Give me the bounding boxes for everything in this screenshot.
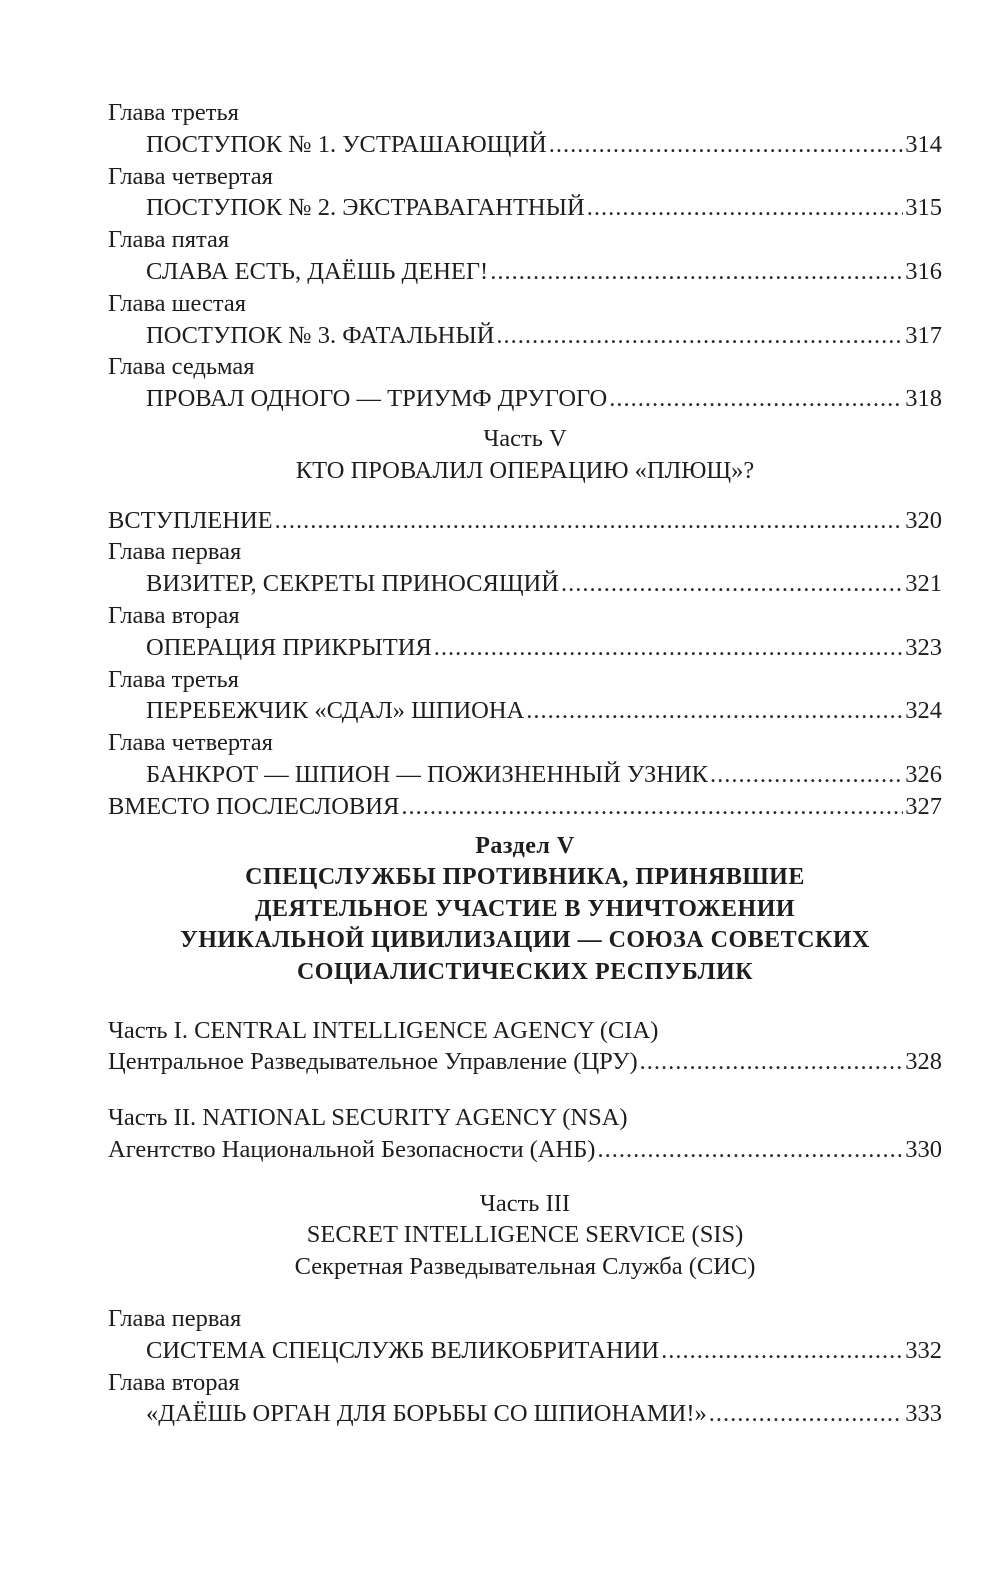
section-title-line: СОЦИАЛИСТИЧЕСКИХ РЕСПУБЛИК <box>296 958 754 985</box>
dot-leader <box>710 759 903 791</box>
chapter-label: Глава третья <box>108 665 239 693</box>
dot-leader <box>661 1335 903 1367</box>
entry-title: «ДАЁШЬ ОРГАН ДЛЯ БОРЬБЫ СО ШПИОНАМИ!» <box>146 1400 707 1428</box>
chapter-label: Глава первая <box>108 1305 242 1333</box>
dot-leader <box>597 1134 903 1166</box>
toc-entry <box>108 129 942 161</box>
page-number: 314 <box>905 130 942 158</box>
entry-title: ОПЕРАЦИЯ ПРИКРЫТИЯ <box>146 633 432 661</box>
page-number: 318 <box>905 385 942 413</box>
dot-leader <box>401 791 903 823</box>
part-label: Часть V <box>483 424 567 452</box>
entry-title: ПОСТУПОК № 3. ФАТАЛЬНЫЙ <box>146 321 495 349</box>
part-heading-cia: Часть I. CENTRAL INTELLIGENCE AGENCY (CIA) <box>108 1016 659 1044</box>
entry-title: ПРОВАЛ ОДНОГО — ТРИУМФ ДРУГОГО <box>146 385 608 413</box>
dot-leader <box>275 505 904 537</box>
dot-leader <box>490 256 903 288</box>
page-number: 333 <box>905 1400 942 1428</box>
chapter-label: Глава четвертая <box>108 729 273 757</box>
chapter-label: Глава первая <box>108 538 242 566</box>
chapter-label: Глава шестая <box>108 289 247 317</box>
page-number: 328 <box>905 1048 942 1076</box>
page-number: 315 <box>905 194 942 222</box>
entry-title: ВСТУПЛЕНИЕ <box>108 506 273 534</box>
dot-leader <box>496 320 903 352</box>
page-number: 327 <box>905 792 942 820</box>
dot-leader <box>549 129 904 161</box>
dot-leader <box>434 632 904 664</box>
chapter-label: Глава третья <box>108 99 239 126</box>
dot-leader <box>587 192 904 224</box>
page-number: 326 <box>905 760 942 788</box>
entry-title: ПОСТУПОК № 2. ЭКСТРАВАГАНТНЫЙ <box>146 194 585 222</box>
part-heading-sis <box>108 1188 942 1283</box>
section-label: Раздел V <box>475 832 575 859</box>
part-heading-nsa: Часть II. NATIONAL SECURITY AGENCY (NSA) <box>108 1104 628 1132</box>
dot-leader <box>709 1398 904 1430</box>
toc-entry <box>108 632 942 664</box>
section-title-line: ДЕЯТЕЛЬНОЕ УЧАСТИЕ В УНИЧТОЖЕНИИ <box>254 895 796 922</box>
page-number: 317 <box>905 321 942 349</box>
chapter-label: Глава вторая <box>108 1368 240 1396</box>
toc-chapter-group <box>108 97 942 415</box>
dot-leader <box>609 383 903 415</box>
section-title-line: СПЕЦСЛУЖБЫ ПРОТИВНИКА, ПРИНЯВШИЕ <box>245 864 805 891</box>
part-title: КТО ПРОВАЛИЛ ОПЕРАЦИЮ «ПЛЮЩ»? <box>295 456 755 484</box>
entry-title: СИСТЕМА СПЕЦСЛУЖБ ВЕЛИКОБРИТАНИИ <box>146 1336 660 1364</box>
toc-entry <box>108 1046 942 1078</box>
toc-entry <box>108 320 942 352</box>
part-title: SECRET INTELLIGENCE SERVICE (SIS) <box>306 1221 744 1249</box>
section-title-line: УНИКАЛЬНОЙ ЦИВИЛИЗАЦИИ — СОЮЗА СОВЕТСКИХ <box>180 927 870 954</box>
part-label: Часть III <box>479 1189 571 1217</box>
section-heading <box>108 831 942 989</box>
entry-title: Центральное Разведывательное Управление (ЦРУ) <box>108 1048 638 1076</box>
page-number: 321 <box>905 570 942 598</box>
page-number: 324 <box>905 697 942 725</box>
entry-title: ВИЗИТЕР, СЕКРЕТЫ ПРИНОСЯЩИЙ <box>146 570 559 598</box>
toc-entry <box>108 568 942 600</box>
page-number: 332 <box>905 1336 942 1364</box>
page-number: 316 <box>905 257 942 285</box>
dot-leader <box>526 695 903 727</box>
toc-entry <box>108 192 942 224</box>
page-number: 330 <box>905 1135 942 1163</box>
entry-title: БАНКРОТ — ШПИОН — ПОЖИЗНЕННЫЙ УЗНИК <box>146 760 708 788</box>
toc-entry <box>108 759 942 791</box>
chapter-label: Глава седьмая <box>108 353 255 381</box>
toc-part-cia <box>108 1015 942 1079</box>
chapter-label: Глава вторая <box>108 601 240 629</box>
entry-title: ВМЕСТО ПОСЛЕСЛОВИЯ <box>108 792 400 820</box>
page-number: 320 <box>905 506 942 534</box>
toc-entry <box>108 1134 942 1166</box>
dot-leader <box>640 1046 904 1078</box>
toc-entry <box>108 1398 942 1430</box>
toc-chapter-group <box>108 505 942 823</box>
toc-entry-afterword <box>108 791 942 823</box>
toc-chapter-group <box>108 1303 942 1430</box>
entry-title: Агентство Национальной Безопасности (АНБ) <box>108 1135 596 1163</box>
entry-title: ПОСТУПОК № 1. УСТРАШАЮЩИЙ <box>146 130 547 158</box>
part-heading <box>108 423 942 487</box>
dot-leader <box>561 568 903 600</box>
toc-entry <box>108 256 942 288</box>
entry-title: ПЕРЕБЕЖЧИК «СДАЛ» ШПИОНА <box>146 697 525 725</box>
chapter-label: Глава четвертая <box>108 162 273 190</box>
chapter-label: Глава пятая <box>108 226 230 254</box>
toc-entry <box>108 1335 942 1367</box>
toc-entry <box>108 695 942 727</box>
entry-title: СЛАВА ЕСТЬ, ДАЁШЬ ДЕНЕГ! <box>146 257 489 285</box>
page-number: 323 <box>905 633 942 661</box>
toc-entry-intro <box>108 505 942 537</box>
toc-entry <box>108 383 942 415</box>
toc-part-nsa <box>108 1102 942 1166</box>
part-subtitle: Секретная Разведывательная Служба (СИС) <box>294 1253 756 1281</box>
